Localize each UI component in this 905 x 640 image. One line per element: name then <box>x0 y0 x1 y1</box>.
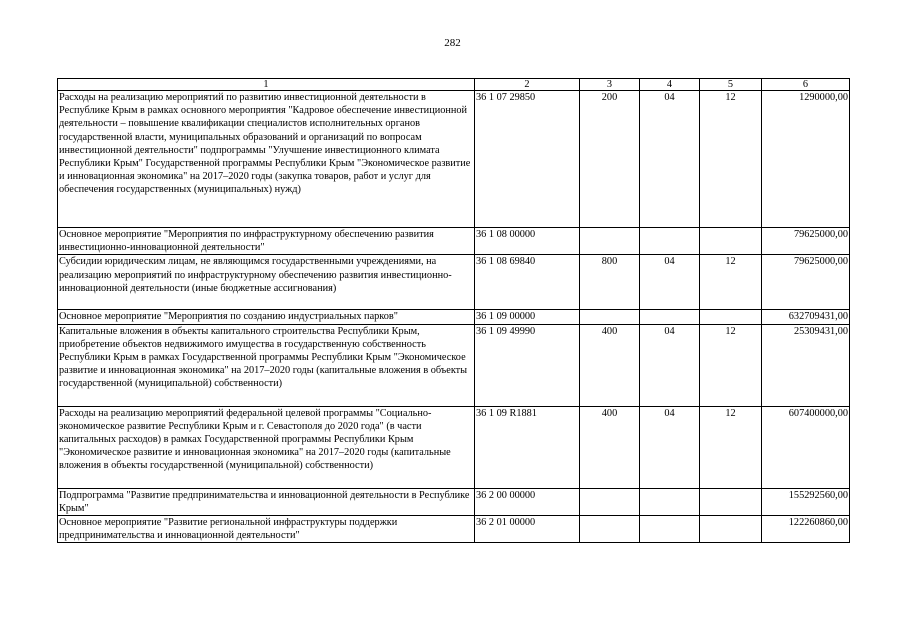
header-cell: 6 <box>762 79 850 91</box>
row-amount-cell: 1290000,00 <box>762 91 850 228</box>
row-code-cell: 36 1 08 00000 <box>475 228 580 255</box>
header-cell: 3 <box>580 79 640 91</box>
row-amount-cell: 79625000,00 <box>762 228 850 255</box>
table-row <box>58 488 850 515</box>
row-expense-type-cell: 400 <box>580 406 640 488</box>
table-header-row <box>58 79 850 91</box>
row-section-cell: 04 <box>640 91 700 228</box>
row-name-cell: Расходы на реализацию мероприятий федеральной целевой программы "Социально-экономическое развитие Республики Крым и г. Севастополя до 2020 года" (в части капитальных расходов) в рамках Государственной программы Республики Крым "Экономическое развитие и инновационная экономика" на 2017–2020 годы (капитальные вложения в объекты государственной (муниципальной) собственности) <box>58 406 475 488</box>
table-row <box>58 516 850 543</box>
row-subsection-cell: 12 <box>700 255 762 310</box>
row-subsection-cell <box>700 516 762 543</box>
row-subsection-cell: 12 <box>700 406 762 488</box>
header-cell: 5 <box>700 79 762 91</box>
header-cell: 1 <box>58 79 475 91</box>
row-subsection-cell <box>700 488 762 515</box>
header-cell: 2 <box>475 79 580 91</box>
row-amount-cell: 607400000,00 <box>762 406 850 488</box>
row-code-cell: 36 2 01 00000 <box>475 516 580 543</box>
row-code-cell: 36 1 09 49990 <box>475 324 580 406</box>
row-expense-type-cell <box>580 516 640 543</box>
row-section-cell: 04 <box>640 255 700 310</box>
table-row <box>58 228 850 255</box>
row-expense-type-cell: 400 <box>580 324 640 406</box>
row-expense-type-cell <box>580 228 640 255</box>
row-section-cell: 04 <box>640 324 700 406</box>
row-expense-type-cell: 800 <box>580 255 640 310</box>
row-name-cell: Основное мероприятие "Мероприятия по инфраструктурному обеспечению развития инвестиционно-инновационной деятельности" <box>58 228 475 255</box>
row-subsection-cell <box>700 228 762 255</box>
row-amount-cell: 79625000,00 <box>762 255 850 310</box>
row-expense-type-cell <box>580 310 640 324</box>
row-amount-cell: 632709431,00 <box>762 310 850 324</box>
row-name-cell: Подпрограмма "Развитие предпринимательства и инновационной деятельности в Республике Крым" <box>58 488 475 515</box>
row-code-cell: 36 2 00 00000 <box>475 488 580 515</box>
row-section-cell <box>640 488 700 515</box>
row-amount-cell: 155292560,00 <box>762 488 850 515</box>
row-section-cell <box>640 310 700 324</box>
row-subsection-cell: 12 <box>700 324 762 406</box>
budget-table <box>57 78 850 543</box>
table-row <box>58 91 850 228</box>
row-code-cell: 36 1 08 69840 <box>475 255 580 310</box>
row-code-cell: 36 1 09 R1881 <box>475 406 580 488</box>
row-expense-type-cell <box>580 488 640 515</box>
row-amount-cell: 25309431,00 <box>762 324 850 406</box>
row-name-cell: Капитальные вложения в объекты капитального строительства Республики Крым, приобретение объектов недвижимого имущества в государственную собственность Республики Крым в рамках Государственной программы Республики Крым "Экономическое развитие и инновационная экономика" на 2017–2020 годы (капитальные вложения в объекты государственной (муниципальной) собственности) <box>58 324 475 406</box>
row-subsection-cell: 12 <box>700 91 762 228</box>
row-code-cell: 36 1 07 29850 <box>475 91 580 228</box>
row-expense-type-cell: 200 <box>580 91 640 228</box>
row-name-cell: Субсидии юридическим лицам, не являющимся государственными учреждениями, на реализацию мероприятий по инфраструктурному обеспечению развития инвестиционно-инновационной деятельности (иные бюджетные ассигнования) <box>58 255 475 310</box>
table-row <box>58 310 850 324</box>
row-subsection-cell <box>700 310 762 324</box>
header-cell: 4 <box>640 79 700 91</box>
row-name-cell: Расходы на реализацию мероприятий по развитию инвестиционной деятельности в Республике Крым в рамках основного мероприятия "Кадровое обеспечение инвестиционной деятельности – повышение квалификации специалистов исполнительных органов государственной власти, муниципальных образований и организаций по вопросам инвестиционной деятельности" подпрограммы "Улучшение инвестиционного климата Республики Крым" Государственной программы Республики Крым "Экономическое развитие и инновационная экономика" на 2017–2020 годы (закупка товаров, работ и услуг для обеспечения государственных (муниципальных) нужд) <box>58 91 475 228</box>
row-name-cell: Основное мероприятие "Мероприятия по созданию индустриальных парков" <box>58 310 475 324</box>
table-row <box>58 324 850 406</box>
page-number: 282 <box>444 37 461 49</box>
table-row <box>58 255 850 310</box>
row-amount-cell: 122260860,00 <box>762 516 850 543</box>
row-name-cell: Основное мероприятие "Развитие региональной инфраструктуры поддержки предпринимательства и инновационной деятельности" <box>58 516 475 543</box>
row-section-cell <box>640 516 700 543</box>
row-code-cell: 36 1 09 00000 <box>475 310 580 324</box>
row-section-cell <box>640 228 700 255</box>
table-row <box>58 406 850 488</box>
row-section-cell: 04 <box>640 406 700 488</box>
